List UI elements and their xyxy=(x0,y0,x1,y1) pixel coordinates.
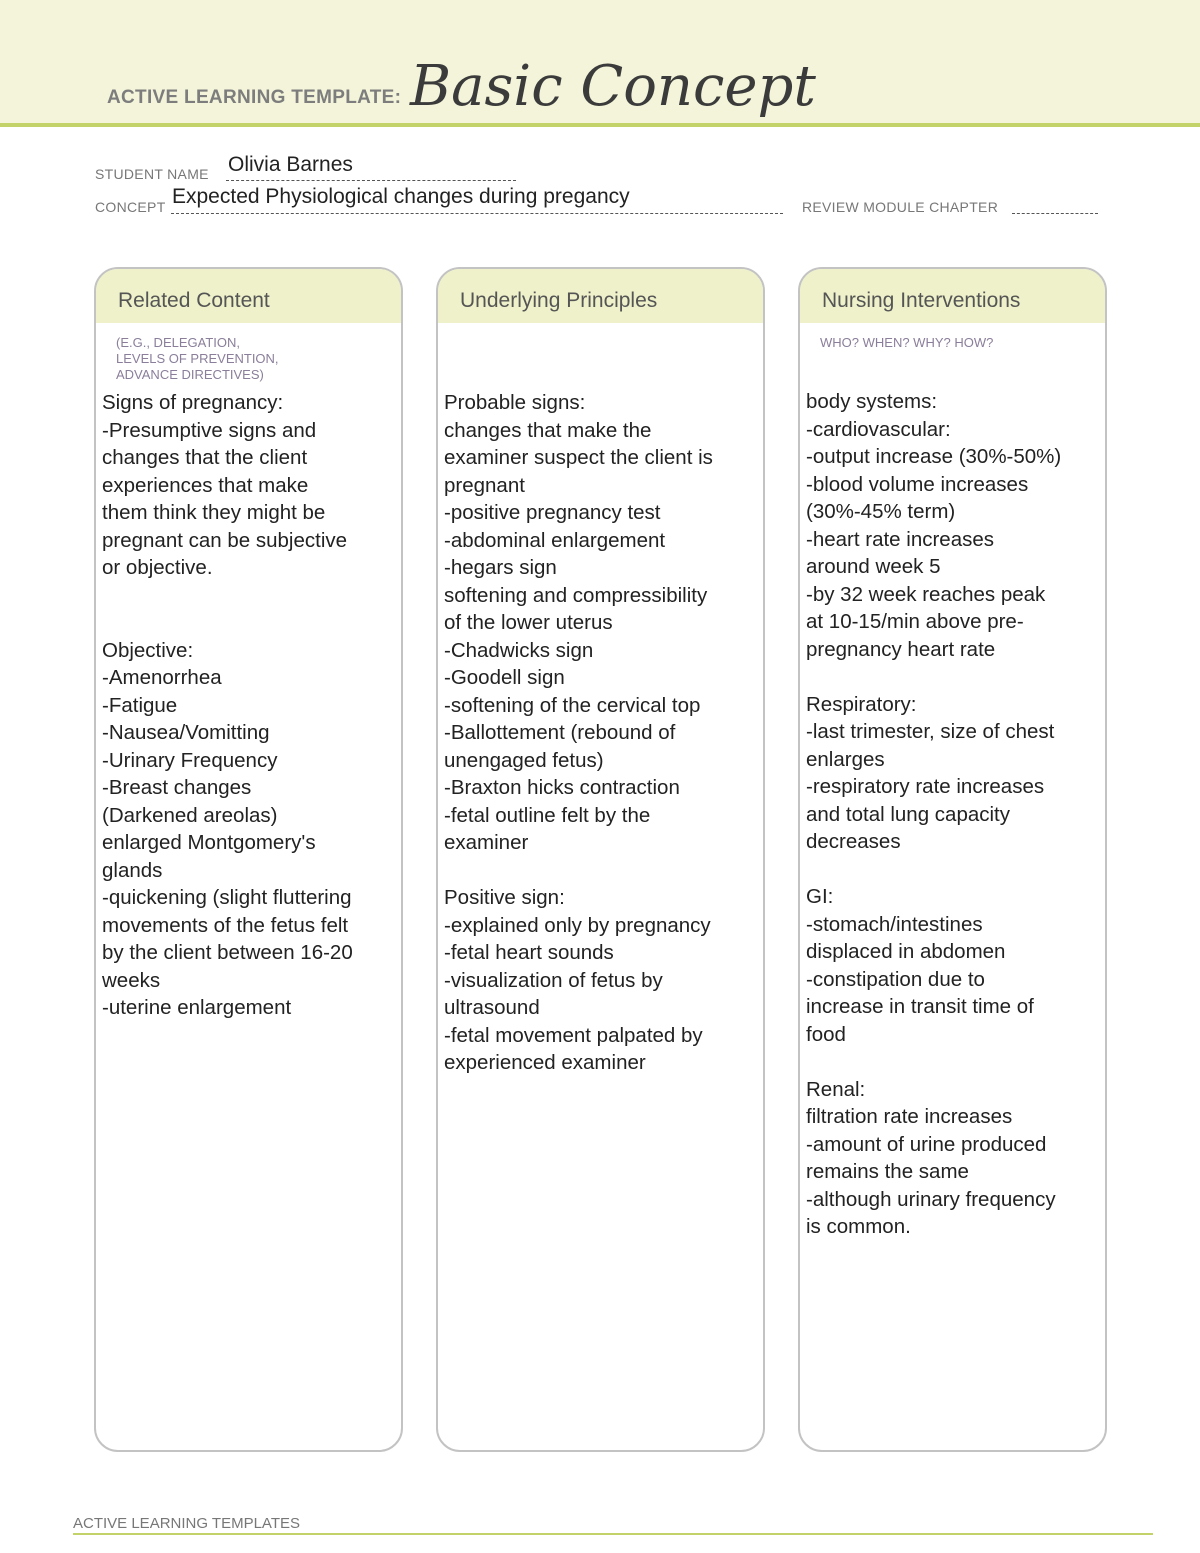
text-line: movements of the fetus felt xyxy=(102,913,349,937)
header-divider xyxy=(0,123,1200,127)
text-line: -visualization of fetus by xyxy=(444,968,663,992)
subtitle-line: LEVELS OF PREVENTION, xyxy=(116,351,279,366)
related-content-subtitle xyxy=(116,335,401,383)
text-line: Objective: xyxy=(102,638,194,662)
text-line: experiences that make xyxy=(102,473,309,497)
text-line: and total lung capacity xyxy=(806,802,1010,826)
template-label: ACTIVE LEARNING TEMPLATE: xyxy=(107,87,402,108)
text-line: GI: xyxy=(806,885,834,908)
text-line: enlarged Montgomery's xyxy=(102,831,316,854)
related-content-body[interactable] xyxy=(102,389,395,1022)
text-line: glands xyxy=(102,858,163,882)
text-line: -Presumptive signs and xyxy=(102,418,317,442)
nursing-interventions-body[interactable] xyxy=(806,388,1099,1241)
related-content-header xyxy=(96,269,401,323)
text-line: -although urinary frequency xyxy=(806,1187,1056,1211)
text-line: food xyxy=(806,1022,846,1046)
underlying-principles-header xyxy=(438,269,763,323)
text-line: (30%-45% term) xyxy=(806,500,956,523)
text-line: -uterine enlargement xyxy=(102,996,292,1019)
text-line: -blood volume increases xyxy=(806,472,1029,496)
concept-label: CONCEPT xyxy=(95,199,166,215)
text-line: -Braxton hicks contraction xyxy=(444,776,680,799)
nursing-interventions-header xyxy=(800,269,1105,323)
footer-divider xyxy=(73,1533,1153,1535)
review-module-label: REVIEW MODULE CHAPTER xyxy=(802,199,999,215)
text-line: -amount of urine produced xyxy=(806,1132,1047,1156)
text-line: examiner suspect the client is xyxy=(444,446,713,469)
text-line: enlarges xyxy=(806,747,885,771)
text-line: increase in transit time of xyxy=(806,995,1034,1018)
text-line: remains the same xyxy=(806,1160,969,1183)
text-line: Positive sign: xyxy=(444,886,565,909)
subtitle-line: WHO? WHEN? WHY? HOW? xyxy=(820,335,994,350)
nursing-interventions-subtitle xyxy=(820,335,1105,351)
related-content-title: Related Content xyxy=(118,289,270,312)
text-line: around week 5 xyxy=(806,555,941,578)
text-line: -Chadwicks sign xyxy=(444,638,594,662)
text-line: -cardiovascular: xyxy=(806,417,951,441)
text-line: experienced examiner xyxy=(444,1051,646,1074)
text-line: decreases xyxy=(806,830,901,853)
text-line: displaced in abdomen xyxy=(806,940,1006,963)
subtitle-line: (E.G., DELEGATION, xyxy=(116,335,241,350)
underlying-principles-body[interactable] xyxy=(444,389,757,1077)
text-line: of the lower uterus xyxy=(444,611,613,634)
text-line: Respiratory: xyxy=(806,692,917,716)
text-line xyxy=(102,609,395,637)
text-line xyxy=(444,857,757,885)
text-line: unengaged fetus) xyxy=(444,748,604,772)
text-line: body systems: xyxy=(806,390,938,413)
text-line: -by 32 week reaches peak xyxy=(806,582,1046,606)
text-line: -Nausea/Vomitting xyxy=(102,721,270,744)
text-line: -Amenorrhea xyxy=(102,666,222,689)
subtitle-line: ADVANCE DIRECTIVES) xyxy=(116,367,264,382)
page-title: Basic Concept xyxy=(410,54,816,119)
underlying-principles-panel xyxy=(436,267,765,1452)
text-line: pregnancy heart rate xyxy=(806,637,996,661)
text-line: by the client between 16-20 xyxy=(102,941,353,964)
related-content-panel xyxy=(94,267,403,1452)
text-line: Signs of pregnancy: xyxy=(102,391,284,414)
underlying-principles-title: Underlying Principles xyxy=(460,289,658,312)
text-line: -quickening (slight fluttering xyxy=(102,886,352,909)
review-module-underline xyxy=(1012,213,1098,214)
student-name-underline xyxy=(226,180,516,181)
text-line: ultrasound xyxy=(444,996,540,1019)
text-line: -softening of the cervical top xyxy=(444,693,701,717)
text-line: pregnant xyxy=(444,473,525,497)
text-line: -hegars sign xyxy=(444,556,557,579)
text-line xyxy=(806,1048,1099,1076)
text-line: (Darkened areolas) xyxy=(102,803,278,827)
text-line: softening and compressibility xyxy=(444,583,708,607)
text-line: -Breast changes xyxy=(102,776,252,799)
text-line: filtration rate increases xyxy=(806,1105,1013,1128)
text-line: -fetal movement palpated by xyxy=(444,1023,703,1047)
text-line: weeks xyxy=(102,968,161,992)
text-line xyxy=(806,663,1099,691)
text-line: -explained only by pregnancy xyxy=(444,913,711,937)
text-line: or objective. xyxy=(102,556,213,579)
text-line: is common. xyxy=(806,1215,911,1238)
text-line: them think they might be xyxy=(102,501,326,524)
text-line: -fetal heart sounds xyxy=(444,941,614,964)
text-line: -Fatigue xyxy=(102,693,178,717)
text-line xyxy=(806,856,1099,884)
concept-field[interactable]: Expected Physiological changes during pregancy xyxy=(172,185,630,208)
nursing-interventions-title: Nursing Interventions xyxy=(822,289,1021,312)
text-line: changes that the client xyxy=(102,446,308,469)
footer-label: ACTIVE LEARNING TEMPLATES xyxy=(73,1515,300,1532)
text-line: -stomach/intestines xyxy=(806,912,983,936)
text-line xyxy=(102,582,395,610)
text-line: -constipation due to xyxy=(806,967,985,991)
text-line: -heart rate increases xyxy=(806,527,995,551)
text-line: -output increase (30%-50%) xyxy=(806,445,1062,468)
text-line: pregnant can be subjective xyxy=(102,528,348,552)
text-line: examiner xyxy=(444,831,529,854)
text-line: -positive pregnancy test xyxy=(444,501,661,524)
text-line: -Urinary Frequency xyxy=(102,748,278,772)
text-line: -respiratory rate increases xyxy=(806,775,1045,798)
student-name-label: STUDENT NAME xyxy=(95,166,209,182)
concept-underline xyxy=(171,213,783,214)
text-line: -Ballottement (rebound of xyxy=(444,721,676,744)
text-line: -fetal outline felt by the xyxy=(444,803,651,827)
text-line: changes that make the xyxy=(444,418,652,442)
text-line: -Goodell sign xyxy=(444,666,565,689)
text-line: at 10-15/min above pre- xyxy=(806,610,1024,633)
student-name-field[interactable]: Olivia Barnes xyxy=(228,153,353,176)
text-line: Renal: xyxy=(806,1077,866,1101)
text-line: Probable signs: xyxy=(444,391,586,414)
text-line: -abdominal enlargement xyxy=(444,528,666,552)
nursing-interventions-panel xyxy=(798,267,1107,1452)
text-line: -last trimester, size of chest xyxy=(806,720,1055,743)
